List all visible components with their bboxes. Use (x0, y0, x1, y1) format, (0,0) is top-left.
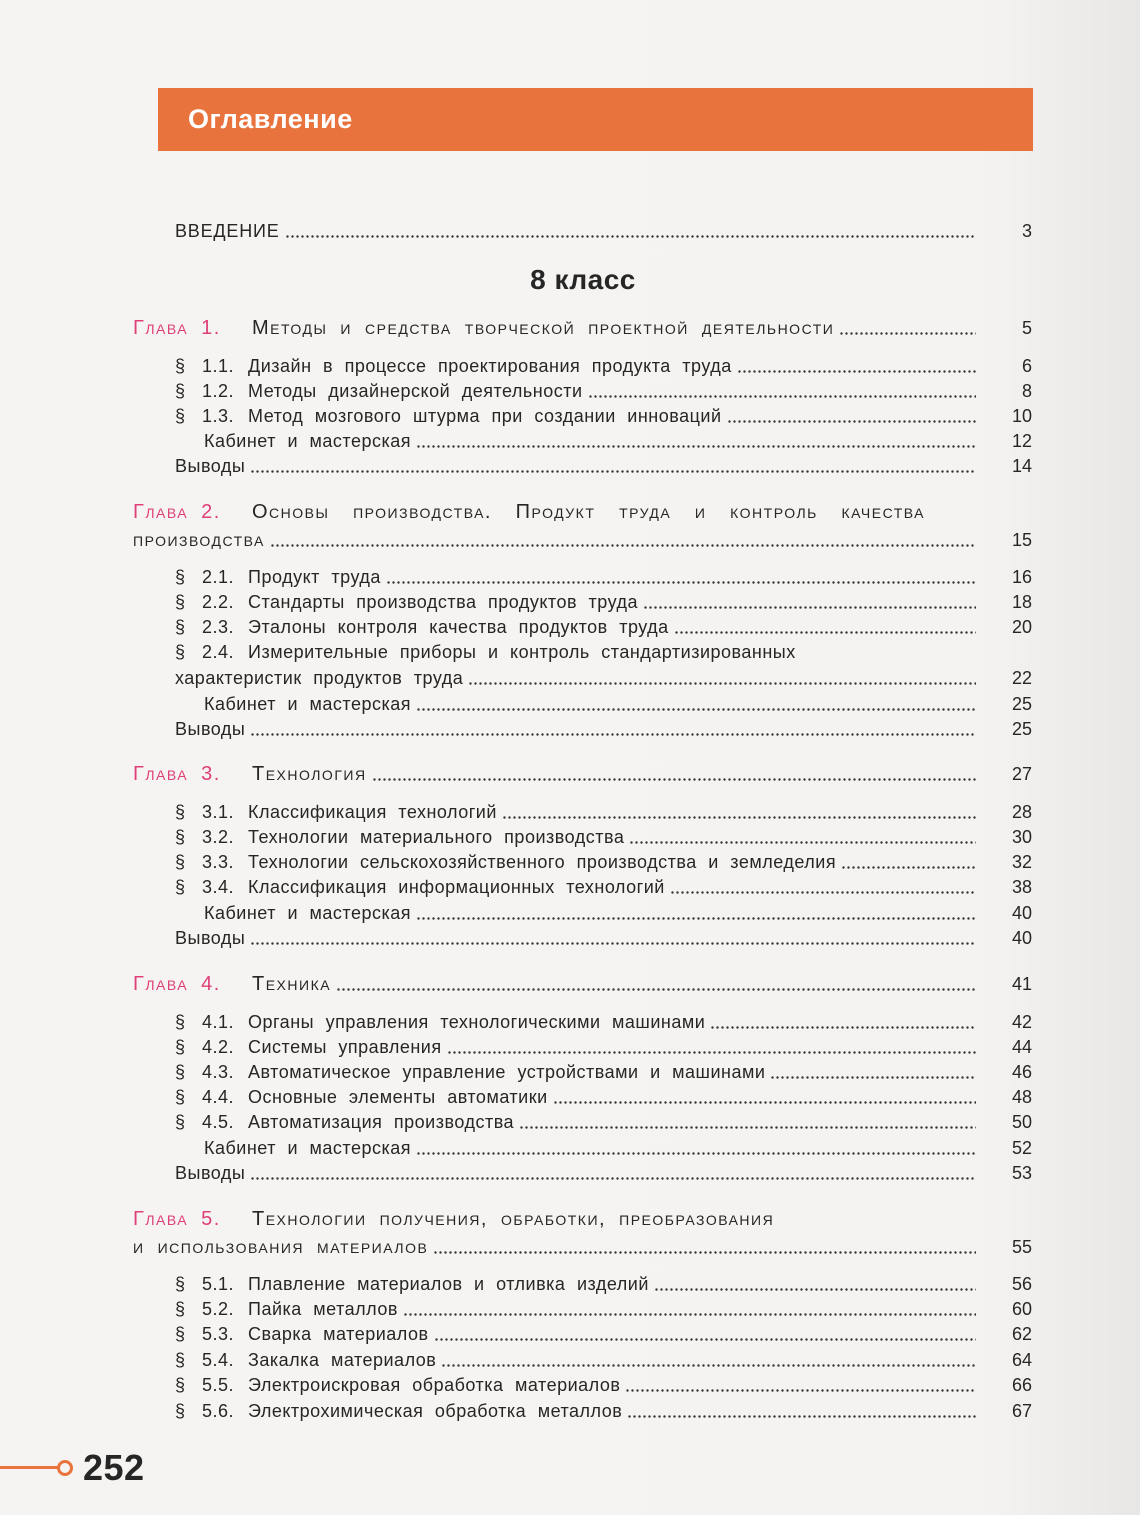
section-title: Измерительные приборы и контроль стандартизированных (248, 642, 796, 662)
section-title: Метод мозгового штурма при создании инноваций (248, 406, 722, 426)
page-number: 52 (1011, 1138, 1032, 1158)
section-title: Основные элементы автоматики (248, 1087, 548, 1107)
dot-leader (416, 917, 976, 920)
page-number: 50 (1011, 1112, 1032, 1132)
toc-chapter-entry-continued (133, 527, 1032, 553)
page-number: 12 (1011, 431, 1032, 451)
page-number: 27 (1011, 764, 1032, 784)
dot-leader (416, 1152, 976, 1155)
dot-leader (403, 1313, 976, 1316)
page-number: 5 (1021, 318, 1032, 338)
section-title: Плавление материалов и отливка изделий (248, 1274, 649, 1294)
dot-leader (386, 581, 976, 584)
toc-chapter-entry (133, 315, 1032, 341)
section-title: Пайка металлов (248, 1299, 398, 1319)
page-number: 25 (1011, 719, 1032, 739)
section-title: Органы управления технологическими машинами (248, 1012, 706, 1032)
section-number: § 5.4. (175, 1350, 235, 1370)
section-title: Технологии сельскохозяйственного производства и земледелия (248, 852, 837, 872)
section-number: § 5.6. (175, 1401, 235, 1421)
toc-section-entry (175, 799, 1032, 825)
toc-section-entry (175, 1271, 1032, 1297)
page-number: 32 (1011, 852, 1032, 872)
page-number: 18 (1011, 592, 1032, 612)
page-number: 15 (1011, 530, 1032, 550)
dot-leader (372, 778, 976, 781)
page-number: 20 (1011, 617, 1032, 637)
page-number: 40 (1011, 903, 1032, 923)
section-title: Классификация информационных технологий (248, 877, 665, 897)
page-number: 64 (1011, 1350, 1032, 1370)
dot-leader (416, 445, 976, 448)
dot-leader (336, 988, 976, 991)
toc-intro-entry (175, 218, 1032, 244)
section-number: § 1.1. (175, 356, 235, 376)
page-folio: 252 (83, 1447, 145, 1488)
section-title: Стандарты производства продуктов труда (248, 592, 639, 612)
section-title: Сварка материалов (248, 1324, 429, 1344)
workshop-title: Кабинет и мастерская (204, 1138, 411, 1158)
section-title: Электроискровая обработка материалов (248, 1375, 621, 1395)
chapter-label: Глава 4. (133, 973, 221, 995)
toc-section-entry (175, 378, 1032, 404)
toc-section-entry (175, 353, 1032, 379)
page-number: 56 (1011, 1274, 1032, 1294)
toc-chapter-entry (133, 1206, 1032, 1232)
dot-leader (737, 370, 976, 373)
dot-leader (674, 631, 976, 634)
contents-title: Оглавление (188, 104, 353, 134)
section-number: § 5.1. (175, 1274, 235, 1294)
dot-leader (770, 1076, 976, 1079)
toc-section-entry (175, 1084, 1032, 1110)
dot-leader (841, 866, 976, 869)
section-title: Закалка материалов (248, 1350, 437, 1370)
page-number: 42 (1011, 1012, 1032, 1032)
page-number: 25 (1011, 694, 1032, 714)
chapter-title: Методы и средства творческой проектной деятельности (252, 317, 835, 339)
section-title: Методы дизайнерской деятельности (248, 381, 583, 401)
chapter-title-continued: и использования материалов (133, 1236, 429, 1258)
section-number: § 3.3. (175, 852, 235, 872)
grade-heading: 8 класс (530, 264, 636, 295)
section-number: § 4.5. (175, 1112, 235, 1132)
summary-title: Выводы (175, 719, 246, 739)
dot-leader (433, 1251, 976, 1254)
page-number: 16 (1011, 567, 1032, 587)
toc-summary-entry (175, 716, 1032, 742)
section-number: § 5.5. (175, 1375, 235, 1395)
summary-title: Выводы (175, 456, 246, 476)
dot-leader (416, 708, 976, 711)
toc-summary-entry (175, 925, 1032, 951)
dot-leader (441, 1364, 976, 1367)
toc-chapter-entry (133, 761, 1032, 787)
section-number: § 3.2. (175, 827, 235, 847)
toc-section-entry (175, 1296, 1032, 1322)
section-number: § 1.3. (175, 406, 235, 426)
summary-title: Выводы (175, 1163, 246, 1183)
toc-section-entry (175, 1398, 1032, 1424)
dot-leader (434, 1338, 976, 1341)
folio-ornament-ring-icon (57, 1460, 73, 1476)
dot-leader (643, 606, 976, 609)
page-number: 53 (1011, 1163, 1032, 1183)
section-title: Автоматизация производства (248, 1112, 515, 1132)
dot-leader (250, 733, 976, 736)
toc-section-entry (175, 1109, 1032, 1135)
toc-workshop-entry (204, 428, 1032, 454)
section-number: § 2.2. (175, 592, 235, 612)
workshop-title: Кабинет и мастерская (204, 431, 411, 451)
page-number: 6 (1021, 356, 1032, 376)
toc-section-entry (175, 403, 1032, 429)
page-number: 22 (1011, 668, 1032, 688)
page-number: 66 (1011, 1375, 1032, 1395)
toc-section-entry (175, 564, 1032, 590)
page-number: 38 (1011, 877, 1032, 897)
toc-section-entry (175, 1009, 1032, 1035)
section-number: § 5.2. (175, 1299, 235, 1319)
section-title: Продукт труда (248, 567, 381, 587)
page-number: 48 (1011, 1087, 1032, 1107)
summary-title: Выводы (175, 928, 246, 948)
page-number: 62 (1011, 1324, 1032, 1344)
toc-chapter-entry-continued (133, 1234, 1032, 1260)
intro-title: ВВЕДЕНИЕ (175, 221, 280, 241)
page-number: 10 (1011, 406, 1032, 426)
section-title: Эталоны контроля качества продуктов труда (248, 617, 669, 637)
page-number: 44 (1011, 1037, 1032, 1057)
section-number: § 2.1. (175, 567, 235, 587)
section-number: § 4.4. (175, 1087, 235, 1107)
page-number: 14 (1011, 456, 1032, 476)
workshop-title: Кабинет и мастерская (204, 903, 411, 923)
workshop-title: Кабинет и мастерская (204, 694, 411, 714)
page-number: 55 (1011, 1237, 1032, 1257)
section-number: § 4.1. (175, 1012, 235, 1032)
chapter-title: Технологии получения, обработки, преобразования (252, 1208, 775, 1230)
dot-leader (447, 1051, 976, 1054)
page-number: 40 (1011, 928, 1032, 948)
section-title: Электрохимическая обработка металлов (248, 1401, 623, 1421)
toc-chapter-entry (133, 499, 1032, 525)
toc-section-entry (175, 1059, 1032, 1085)
section-title: Дизайн в процессе проектирования продукта труда (248, 356, 732, 376)
dot-leader (625, 1389, 976, 1392)
section-number: § 4.3. (175, 1062, 235, 1082)
page-number: 67 (1011, 1401, 1032, 1421)
dot-leader (250, 1177, 976, 1180)
page-number: 8 (1021, 381, 1032, 401)
page-number: 28 (1011, 802, 1032, 822)
toc-summary-entry (175, 453, 1032, 479)
toc-section-entry (175, 1372, 1032, 1398)
toc-chapter-entry (133, 971, 1032, 997)
dot-leader (710, 1026, 976, 1029)
toc-section-entry-continued (175, 665, 1032, 691)
dot-leader (839, 332, 976, 335)
chapter-label: Глава 3. (133, 763, 221, 785)
dot-leader (502, 816, 976, 819)
section-title: Автоматическое управление устройствами и машинами (248, 1062, 766, 1082)
section-number: § 1.2. (175, 381, 235, 401)
toc-section-entry (175, 1321, 1032, 1347)
toc-workshop-entry (204, 691, 1032, 717)
section-number: § 3.4. (175, 877, 235, 897)
dot-leader (629, 841, 976, 844)
toc-section-entry (175, 614, 1032, 640)
section-title: Системы управления (248, 1037, 442, 1057)
page-number: 3 (1021, 221, 1032, 241)
toc-section-entry (175, 639, 1032, 665)
section-title: Технологии материального производства (248, 827, 625, 847)
dot-leader (519, 1126, 976, 1129)
chapter-title-continued: производства (133, 529, 265, 551)
chapter-title: Основы производства. Продукт труда и контроль качества (252, 501, 925, 523)
chapter-label: Глава 2. (133, 501, 221, 523)
dot-leader (727, 420, 976, 423)
folio-ornament-line (0, 1466, 58, 1469)
dot-leader (468, 682, 976, 685)
dot-leader (250, 470, 976, 473)
toc-section-entry (175, 1034, 1032, 1060)
dot-leader (588, 395, 976, 398)
toc-summary-entry (175, 1160, 1032, 1186)
section-number: § 3.1. (175, 802, 235, 822)
toc-section-entry (175, 589, 1032, 615)
contents-header-bar (158, 88, 1033, 151)
section-title-continued: характеристик продуктов труда (175, 668, 464, 688)
section-title: Классификация технологий (248, 802, 497, 822)
toc-section-entry (175, 874, 1032, 900)
toc-section-entry (175, 1347, 1032, 1373)
dot-leader (250, 942, 976, 945)
chapter-title: Технология (252, 763, 367, 785)
toc-section-entry (175, 849, 1032, 875)
dot-leader (553, 1101, 976, 1104)
section-number: § 2.3. (175, 617, 235, 637)
dot-leader (670, 891, 976, 894)
section-number: § 5.3. (175, 1324, 235, 1344)
dot-leader (654, 1288, 976, 1291)
page-number: 46 (1011, 1062, 1032, 1082)
dot-leader (285, 235, 976, 238)
section-number: § 2.4. (175, 642, 235, 662)
page-number: 60 (1011, 1299, 1032, 1319)
toc-workshop-entry (204, 1135, 1032, 1161)
toc-section-entry (175, 824, 1032, 850)
section-number: § 4.2. (175, 1037, 235, 1057)
dot-leader (627, 1415, 976, 1418)
chapter-label: Глава 1. (133, 317, 221, 339)
toc-workshop-entry (204, 900, 1032, 926)
chapter-title: Техника (252, 973, 332, 995)
page-number: 30 (1011, 827, 1032, 847)
dot-leader (270, 544, 976, 547)
page-number: 41 (1011, 974, 1032, 994)
chapter-label: Глава 5. (133, 1208, 221, 1230)
